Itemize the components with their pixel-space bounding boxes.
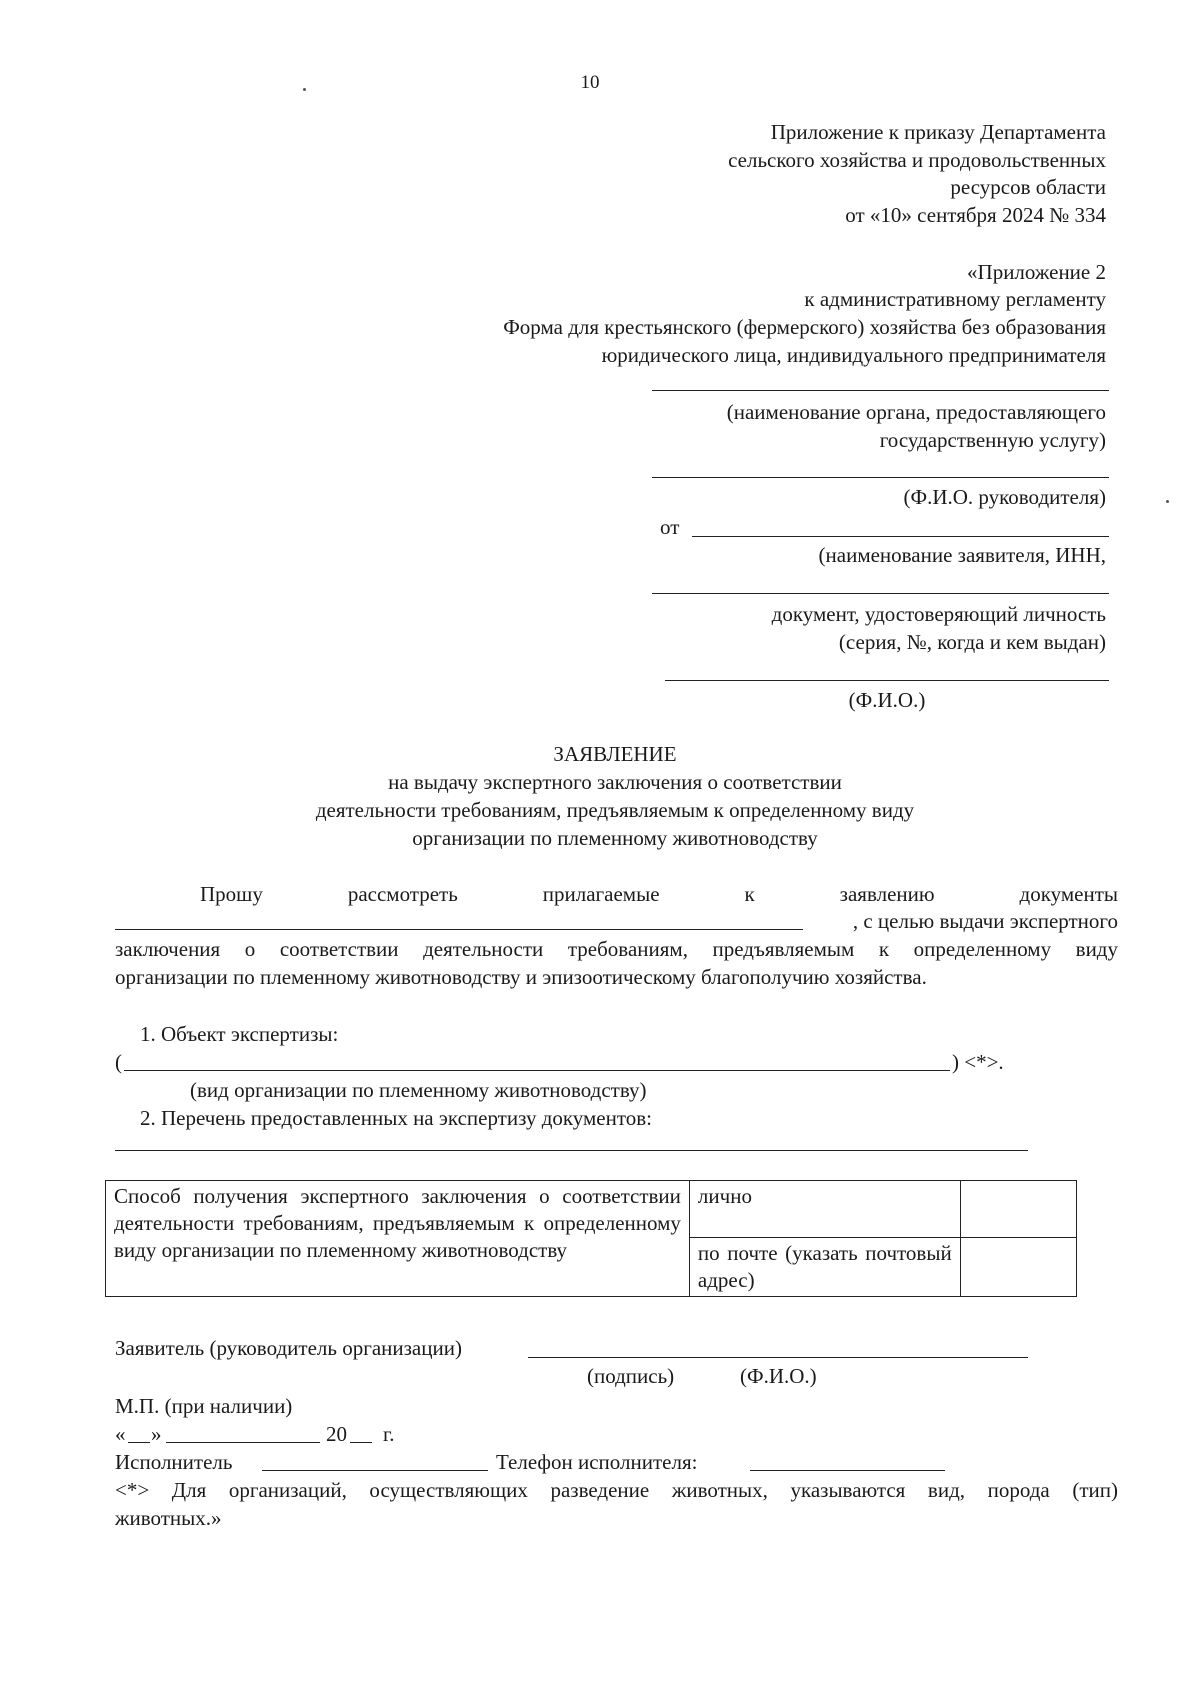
order-header-line-1: Приложение к приказу Департамента	[770, 120, 1106, 144]
option-personal-checkbox[interactable]	[960, 1181, 1076, 1238]
date-year-prefix: 20	[326, 1422, 347, 1446]
appendix-header-line-3: Форма для крестьянского (фермерского) хозяйства без образования	[503, 315, 1106, 339]
option-personal: лично	[689, 1181, 960, 1238]
expertise-object-field[interactable]	[124, 1070, 950, 1071]
attachments-field[interactable]	[115, 929, 803, 930]
request-line	[200, 880, 1118, 909]
id-document-caption-1: документ, удостоверяющий личность	[771, 602, 1106, 626]
executor-label: Исполнитель	[115, 1450, 233, 1474]
receipt-method-description: Способ получения экспертного заключения о соответствии деятельности требованиям, предъявляемым к определенному виду организации по племенному животноводству	[106, 1181, 690, 1297]
appendix-header-line-4: юридического лица, индивидуального предпринимателя	[601, 343, 1106, 367]
option-mail-checkbox[interactable]	[960, 1238, 1076, 1297]
section-1-footnote-mark: ) <*>.	[952, 1050, 1004, 1074]
applicant-signature-field[interactable]	[528, 1357, 1028, 1358]
scan-speck	[1166, 500, 1169, 503]
receipt-method-table	[105, 1180, 1077, 1297]
stamp-label: М.П. (при наличии)	[115, 1394, 293, 1418]
documents-list-field[interactable]	[115, 1150, 1028, 1151]
body-line-4: организации по племенному животноводству и эпизоотическому благополучию хозяйства.	[115, 965, 927, 989]
executor-field[interactable]	[262, 1470, 488, 1471]
scan-speck	[303, 88, 306, 91]
body-line-3	[115, 935, 1118, 964]
footnote-line-1	[115, 1476, 1118, 1505]
authority-caption-2: государственную услугу)	[879, 428, 1106, 452]
date-close-quote: »	[151, 1422, 162, 1446]
date-year-suffix: г.	[383, 1422, 395, 1446]
signature-caption: (подпись)	[587, 1364, 675, 1388]
phone-label: Телефон исполнителя:	[496, 1450, 698, 1474]
authority-caption-1: (наименование органа, предоставляющего	[726, 400, 1106, 424]
head-fio-caption: (Ф.И.О. руководителя)	[903, 485, 1106, 509]
page-number: 10	[580, 72, 600, 93]
from-label: от	[660, 515, 680, 539]
request-word: заявлению	[839, 882, 935, 906]
section-1-caption: (вид организации по племенному животноводству)	[190, 1078, 647, 1102]
request-word: прилагаемые	[542, 882, 660, 906]
authority-name-field[interactable]	[652, 390, 1109, 391]
order-header-line-3: ресурсов области	[950, 175, 1106, 199]
appendix-header-line-2: к административному регламенту	[804, 287, 1106, 311]
request-word: Прошу	[200, 882, 263, 906]
footnote-line-1-text: <*> Для организаций, осуществляющих разведение животных, указываются вид, порода (тип)	[115, 1478, 1118, 1502]
document-title: ЗАЯВЛЕНИЕ	[553, 742, 677, 766]
title-line-2: деятельности требованиям, предъявляемым к определенному виду	[315, 798, 915, 822]
title-line-1: на выдачу экспертного заключения о соответствии	[388, 770, 842, 794]
footnote-line-2: животных.»	[115, 1506, 222, 1530]
signature-fio-caption: (Ф.И.О.)	[740, 1364, 817, 1388]
option-mail: по почте (указать почтовый адрес)	[689, 1238, 960, 1297]
section-1-open-paren: (	[115, 1050, 122, 1074]
section-2-label: 2. Перечень предоставленных на экспертизу документов:	[140, 1106, 653, 1130]
fio-caption: (Ф.И.О.)	[848, 688, 926, 712]
title-line-3: организации по племенному животноводству	[412, 826, 818, 850]
phone-field[interactable]	[750, 1470, 945, 1471]
id-document-field[interactable]	[652, 593, 1109, 594]
date-open-quote: «	[115, 1422, 126, 1446]
date-year-field[interactable]	[350, 1442, 372, 1443]
body-line-3-text: заключения о соответствии деятельности требованиям, предъявляемым к определенному виду	[115, 937, 1118, 961]
id-document-caption-2: (серия, №, когда и кем выдан)	[838, 630, 1106, 654]
applicant-label: Заявитель (руководитель организации)	[115, 1336, 462, 1360]
date-day-field[interactable]	[128, 1442, 150, 1443]
request-word: к	[744, 882, 755, 906]
applicant-field[interactable]	[692, 536, 1109, 537]
order-header-line-2: сельского хозяйства и продовольственных	[728, 148, 1106, 172]
head-fio-field[interactable]	[652, 477, 1109, 478]
order-header-date: от «10» сентября 2024 № 334	[845, 203, 1106, 227]
request-word: документы	[1019, 882, 1118, 906]
applicant-caption: (наименование заявителя, ИНН,	[818, 543, 1106, 567]
purpose-tail: , с целью выдачи экспертного	[852, 909, 1118, 933]
section-1-label: 1. Объект экспертизы:	[140, 1022, 339, 1046]
date-month-field[interactable]	[166, 1442, 320, 1443]
request-word: рассмотреть	[347, 882, 458, 906]
fio-field[interactable]	[665, 680, 1109, 681]
appendix-header-line-1: «Приложение 2	[967, 260, 1106, 284]
